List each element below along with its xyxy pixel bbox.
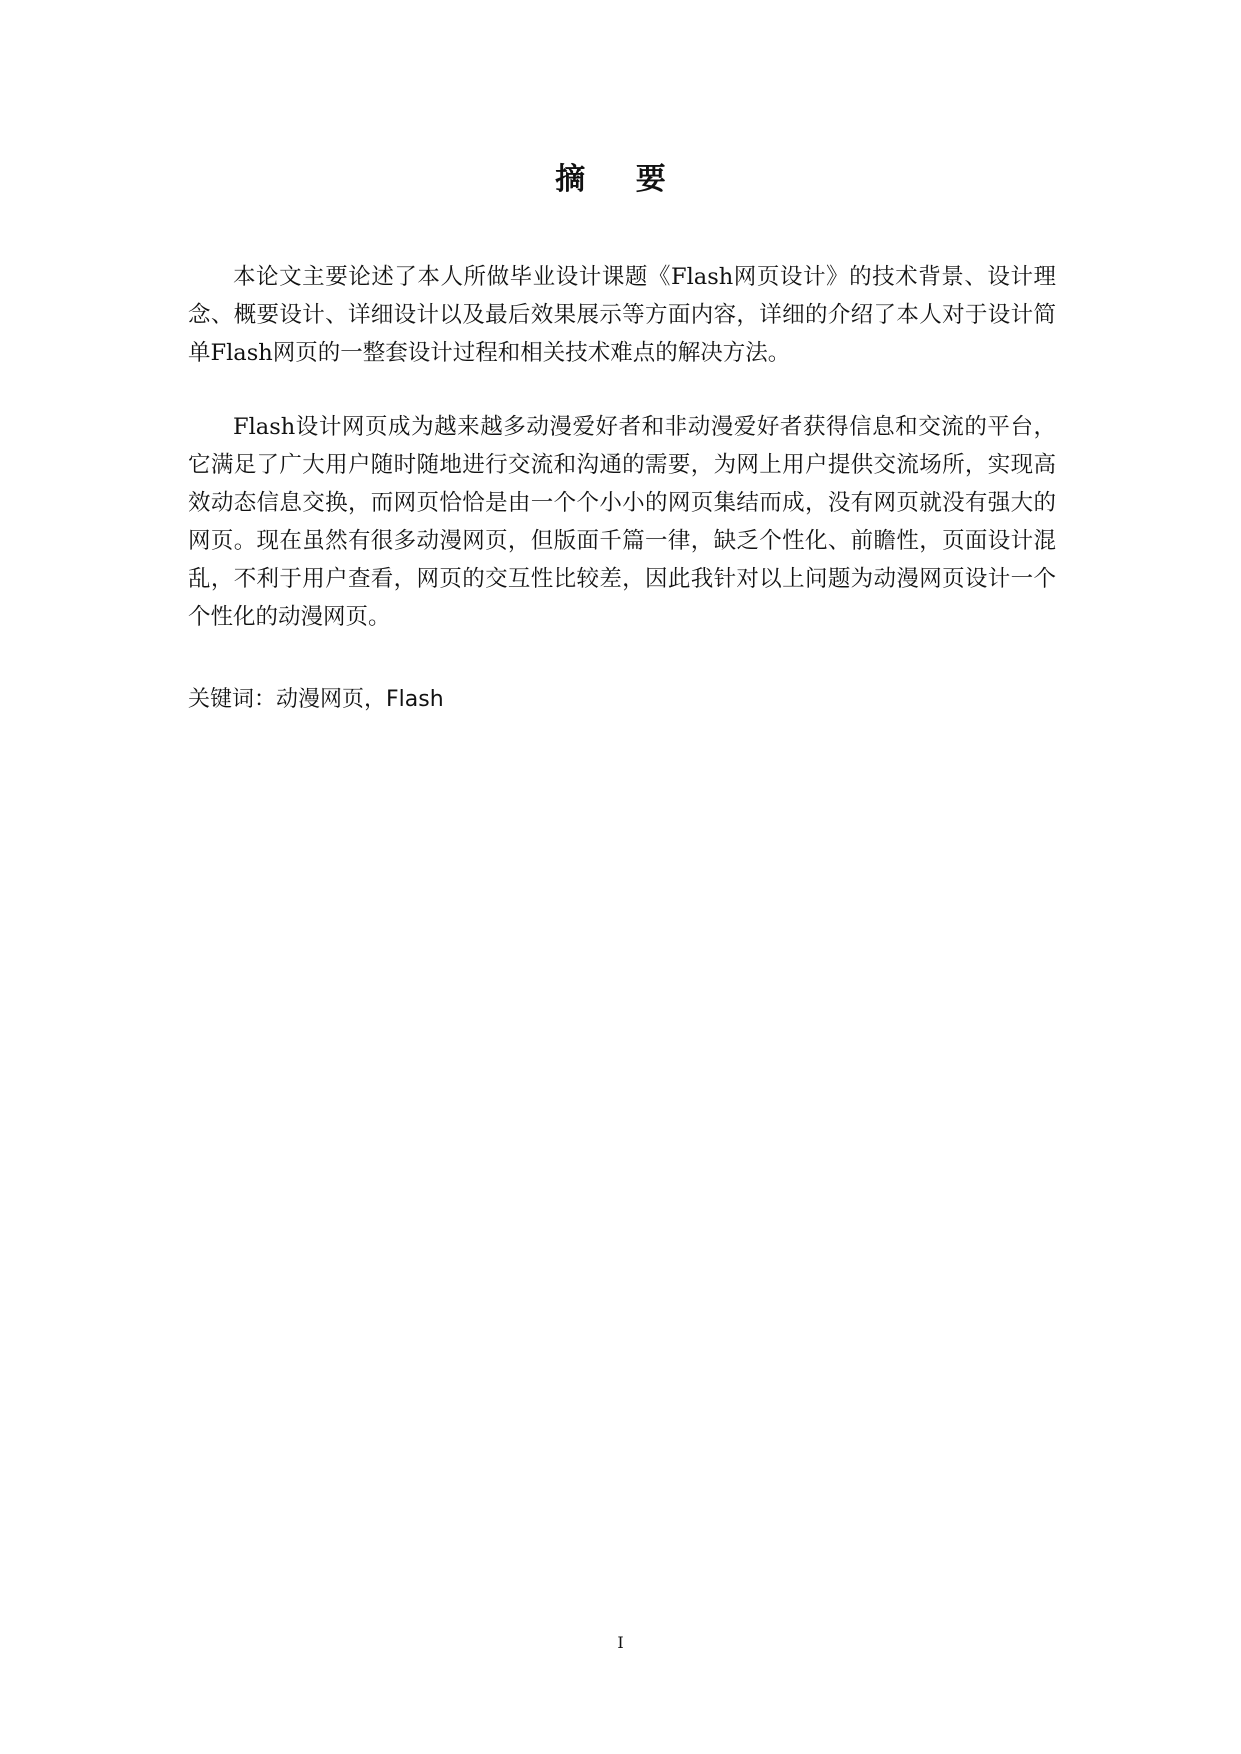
page-title: 摘 要 bbox=[555, 162, 686, 197]
abstract-paragraph-1: 本论文主要论述了本人所做毕业设计课题《Flash网页设计》的技术背景、设计理念、概要设计、详细设计以及最后效果展示等方面内容，详细的介绍了本人对于设计简单Flash网页的一整套设计过程和相关技术难点的解决方法。 bbox=[188, 264, 1056, 366]
abstract-paragraph-2: Flash设计网页成为越来越多动漫爱好者和非动漫爱好者获得信息和交流的平台，它满足了广大用户随时随地进行交流和沟通的需要，为网上用户提供交流场所，实现高效动态信息交换，而网页恰恰是由一个个小小的网页集结而成，没有网页就没有强大的网页。现在虽然有很多动漫网页，但版面千篇一律，缺乏个性化、前瞻性，页面设计混乱，不利于用户查看，网页的交互性比较差，因此我针对以上问题为动漫网页设计一个个性化的动漫网页。 bbox=[188, 414, 1056, 630]
keywords-line: 关键词：动漫网页，Flash bbox=[188, 687, 444, 712]
page-number: I bbox=[617, 1633, 624, 1652]
